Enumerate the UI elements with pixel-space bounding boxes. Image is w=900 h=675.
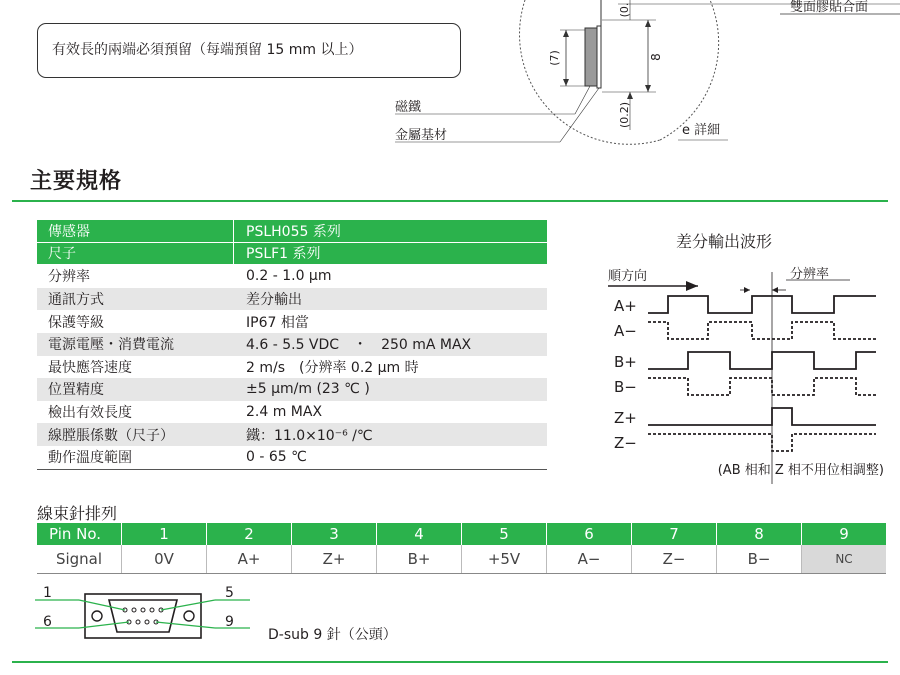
spec-row xyxy=(37,378,547,401)
pin-signal: A− xyxy=(546,545,631,573)
pin-number: 9 xyxy=(801,523,886,545)
spec-value: ±5 μm/m (23 ℃ ) xyxy=(246,381,370,398)
signal-z-minus-label: Z− xyxy=(614,434,637,452)
dsub-connector xyxy=(35,582,265,652)
pin-9-label: 9 xyxy=(225,614,234,630)
pin-signal: NC xyxy=(801,545,886,573)
pin-number: 5 xyxy=(461,523,546,545)
spec-row xyxy=(37,243,547,266)
signal-header-label: Signal xyxy=(55,550,103,568)
spec-value: 2 m/s (分辨率 0.2 μm 時 xyxy=(246,359,419,376)
wave-z-minus xyxy=(648,434,876,451)
pin-signal: A+ xyxy=(206,545,291,573)
spec-row xyxy=(37,356,547,379)
signal-b-minus-label: B− xyxy=(614,378,637,396)
spec-key: 分辨率 xyxy=(48,269,90,286)
signal-a-minus-label: A− xyxy=(614,322,637,340)
spec-row xyxy=(37,401,547,424)
signal-z-plus-label: Z+ xyxy=(614,409,637,427)
dim-02-label: (0.2) xyxy=(618,101,631,129)
pin-number: 7 xyxy=(631,523,716,545)
spec-key: 傳感器 xyxy=(37,220,234,242)
spec-row xyxy=(37,220,547,243)
spec-value: 2.4 m MAX xyxy=(246,404,323,421)
pin-signal: +5V xyxy=(461,545,546,573)
spec-value: PSLH055 系列 xyxy=(246,223,341,240)
signal-b-plus-label: B+ xyxy=(614,353,637,371)
spec-value: 4.6 - 5.5 VDC ・ 250 mA MAX xyxy=(246,337,472,354)
spec-value: 0.2 - 1.0 μm xyxy=(246,268,332,285)
dim-7-label: (7) xyxy=(548,50,561,66)
wave-a-minus xyxy=(648,322,876,339)
waveform-diagram xyxy=(600,262,890,484)
pin-6-label: 6 xyxy=(43,614,52,630)
signal-a-plus-label: A+ xyxy=(614,297,637,315)
spec-key: 通訊方式 xyxy=(48,292,104,309)
spec-value: IP67 相當 xyxy=(246,314,309,331)
spec-key: 尺子 xyxy=(37,243,234,265)
pin-number: 3 xyxy=(291,523,376,545)
pin-number: 6 xyxy=(546,523,631,545)
pin-signal: 0V xyxy=(121,545,206,573)
connector-label: D-sub 9 針（公頭） xyxy=(268,627,397,643)
spec-table-bottom-rule xyxy=(37,469,547,471)
pin-table-bottom-rule xyxy=(37,573,886,574)
pin-number: 8 xyxy=(716,523,801,545)
waveform-footnote: (AB 相和 Z 相不用位相調整) xyxy=(717,463,884,478)
dim-0-label: (0. xyxy=(618,2,631,18)
spec-row xyxy=(37,423,547,446)
waveform-title: 差分輸出波形 xyxy=(676,232,773,251)
resolution-label: 分辨率 xyxy=(790,267,830,282)
bottom-divider xyxy=(12,661,888,663)
spec-key: 線膛脹係數（尺子） xyxy=(48,427,174,444)
wave-b-minus xyxy=(648,378,876,395)
spec-key: 電源電壓・消費電流 xyxy=(48,337,174,354)
wave-a-plus xyxy=(648,296,876,313)
pin-signal: B− xyxy=(716,545,801,573)
wave-b-plus xyxy=(648,352,876,369)
spec-row xyxy=(37,333,547,356)
spec-value: 差分輸出 xyxy=(246,292,302,309)
direction-label: 順方向 xyxy=(608,269,648,284)
section-title: 主要規格 xyxy=(30,169,123,194)
adhesive-label: 雙面膠貼合面 xyxy=(790,0,869,15)
spec-row xyxy=(37,310,547,333)
wave-z-plus xyxy=(648,408,876,425)
dim-8-label: 8 xyxy=(649,53,663,61)
pin-number: 4 xyxy=(376,523,461,545)
detail-drawing xyxy=(380,0,900,160)
spec-value: 鐵：11.0×10⁻⁶ /℃ xyxy=(246,427,373,444)
pin-number: 2 xyxy=(206,523,291,545)
magnet-label: 磁鐵 xyxy=(395,100,422,115)
detail-view-label: e 詳細 xyxy=(682,123,721,138)
spec-key: 位置精度 xyxy=(48,382,104,399)
section-divider xyxy=(12,200,888,202)
pin-header-label: Pin No. xyxy=(37,523,121,545)
note-box: 有效長的兩端必須預留（每端預留 15 mm 以上） xyxy=(37,23,461,78)
pin-layout-title: 線束針排列 xyxy=(37,504,118,523)
pin-5-label: 5 xyxy=(225,585,234,601)
spec-value: 0 - 65 ℃ xyxy=(246,449,307,466)
spec-key: 檢出有效長度 xyxy=(48,405,132,422)
pin-signal: B+ xyxy=(376,545,461,573)
spec-key: 動作溫度範圍 xyxy=(48,450,132,467)
pin-1-label: 1 xyxy=(43,585,52,601)
pin-signal: Z+ xyxy=(291,545,376,573)
spec-table xyxy=(37,220,547,470)
pin-signal: Z− xyxy=(631,545,716,573)
spec-row xyxy=(37,446,547,469)
base-label: 金屬基材 xyxy=(395,128,448,143)
spec-value: PSLF1 系列 xyxy=(246,246,321,263)
pin-number: 1 xyxy=(121,523,206,545)
spec-row xyxy=(37,288,547,311)
spec-key: 保護等級 xyxy=(48,314,104,331)
pin-table xyxy=(37,523,886,574)
spec-row xyxy=(37,265,547,288)
spec-key: 最快應答速度 xyxy=(48,359,132,376)
